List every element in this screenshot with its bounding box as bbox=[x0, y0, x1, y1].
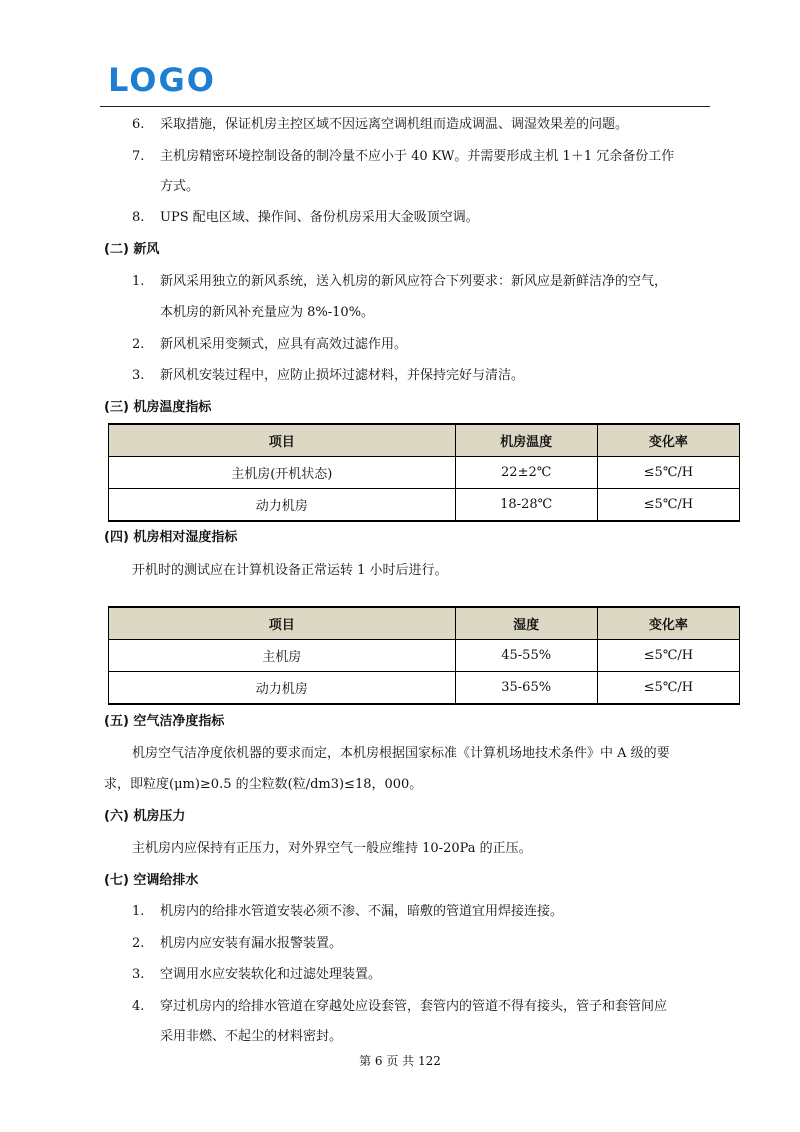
table-cell: ≤5℃/H bbox=[597, 672, 739, 705]
list-number: 4. bbox=[132, 999, 145, 1014]
table-header-cell: 机房温度 bbox=[455, 424, 597, 457]
humidity-table bbox=[108, 606, 740, 705]
header-rule bbox=[100, 106, 710, 107]
paragraph-text: 开机时的测试应在计算机设备正常运转 1 小时后进行。 bbox=[132, 563, 448, 578]
table-cell: ≤5℃/H bbox=[597, 489, 739, 522]
temperature-table bbox=[108, 423, 740, 522]
table-cell: ≤5℃/H bbox=[597, 457, 739, 489]
table-cell: 主机房 bbox=[109, 640, 456, 672]
list-item-text: 方式。 bbox=[160, 179, 200, 194]
list-number: 8. bbox=[132, 210, 145, 225]
table-header-cell: 变化率 bbox=[597, 424, 739, 457]
table-row bbox=[109, 489, 740, 522]
table-row bbox=[109, 457, 740, 489]
table-cell: 18-28℃ bbox=[455, 489, 597, 522]
list-item-text: 穿过机房内的给排水管道在穿越处应设套管，套管内的管道不得有接头，管子和套管间应 bbox=[160, 999, 668, 1014]
table-cell: 45-55% bbox=[455, 640, 597, 672]
list-item-text: UPS 配电区域、操作间、备份机房采用大金吸顶空调。 bbox=[160, 210, 479, 225]
table-header-row bbox=[109, 424, 740, 457]
list-number: 6. bbox=[132, 117, 145, 132]
table-row bbox=[109, 640, 740, 672]
list-item-text: 新风机安装过程中，应防止损坏过滤材料，并保持完好与清洁。 bbox=[160, 368, 525, 383]
section-heading-temperature: (三) 机房温度指标 bbox=[104, 400, 212, 415]
table-cell: 35-65% bbox=[455, 672, 597, 705]
table-header-cell: 湿度 bbox=[455, 607, 597, 640]
table-cell: 动力机房 bbox=[109, 672, 456, 705]
list-number: 3. bbox=[132, 967, 145, 982]
list-item-text: 本机房的新风补充量应为 8%-10%。 bbox=[160, 305, 375, 320]
list-item-text: 机房内应安装有漏水报警装置。 bbox=[160, 936, 343, 951]
table-header-cell: 项目 bbox=[109, 424, 456, 457]
list-number: 7. bbox=[132, 149, 145, 164]
section-heading-fresh-air: (二) 新风 bbox=[104, 242, 160, 257]
section-heading-pressure: (六) 机房压力 bbox=[104, 809, 186, 824]
paragraph-text: 机房空气洁净度依机器的要求而定，本机房根据国家标准《计算机场地技术条件》中 A 级的要 bbox=[132, 746, 670, 761]
section-heading-water: (七) 空调给排水 bbox=[104, 873, 199, 888]
page-number: 第 6 页 共 122 bbox=[359, 1054, 441, 1068]
section-heading-humidity: (四) 机房相对湿度指标 bbox=[104, 530, 238, 545]
table-header-cell: 项目 bbox=[109, 607, 456, 640]
table-cell: 动力机房 bbox=[109, 489, 456, 522]
list-number: 1. bbox=[132, 904, 145, 919]
table-row bbox=[109, 672, 740, 705]
list-item-text: 采取措施，保证机房主控区域不因远离空调机组而造成调温、调湿效果差的问题。 bbox=[160, 117, 629, 132]
logo: LOGO bbox=[108, 61, 216, 99]
table-cell: ≤5℃/H bbox=[597, 640, 739, 672]
list-item-text: 采用非燃、不起尘的材料密封。 bbox=[160, 1029, 343, 1044]
paragraph-text: 主机房内应保持有正压力，对外界空气一般应维持 10-20Pa 的正压。 bbox=[132, 841, 532, 856]
list-item-text: 主机房精密环境控制设备的制冷量不应小于 40 KW。并需要形成主机 1＋1 冗余备份工作 bbox=[160, 149, 675, 164]
list-item-text: 新风采用独立的新风系统，送入机房的新风应符合下列要求：新风应是新鲜洁净的空气， bbox=[160, 274, 668, 289]
list-item-text: 空调用水应安装软化和过滤处理装置。 bbox=[160, 967, 382, 982]
table-header-cell: 变化率 bbox=[597, 607, 739, 640]
section-heading-cleanliness: (五) 空气洁净度指标 bbox=[104, 714, 225, 729]
list-number: 3. bbox=[132, 368, 145, 383]
paragraph-text: 求，即粒度(μm)≥0.5 的尘粒数(粒/dm3)≤18，000。 bbox=[104, 777, 423, 792]
table-cell: 22±2℃ bbox=[455, 457, 597, 489]
list-item-text: 新风机采用变频式，应具有高效过滤作用。 bbox=[160, 337, 408, 352]
list-number: 1. bbox=[132, 274, 145, 289]
list-item-text: 机房内的给排水管道安装必须不渗、不漏，暗敷的管道宜用焊接连接。 bbox=[160, 904, 564, 919]
table-header-row bbox=[109, 607, 740, 640]
table-cell: 主机房(开机状态) bbox=[109, 457, 456, 489]
list-number: 2. bbox=[132, 936, 145, 951]
list-number: 2. bbox=[132, 337, 145, 352]
